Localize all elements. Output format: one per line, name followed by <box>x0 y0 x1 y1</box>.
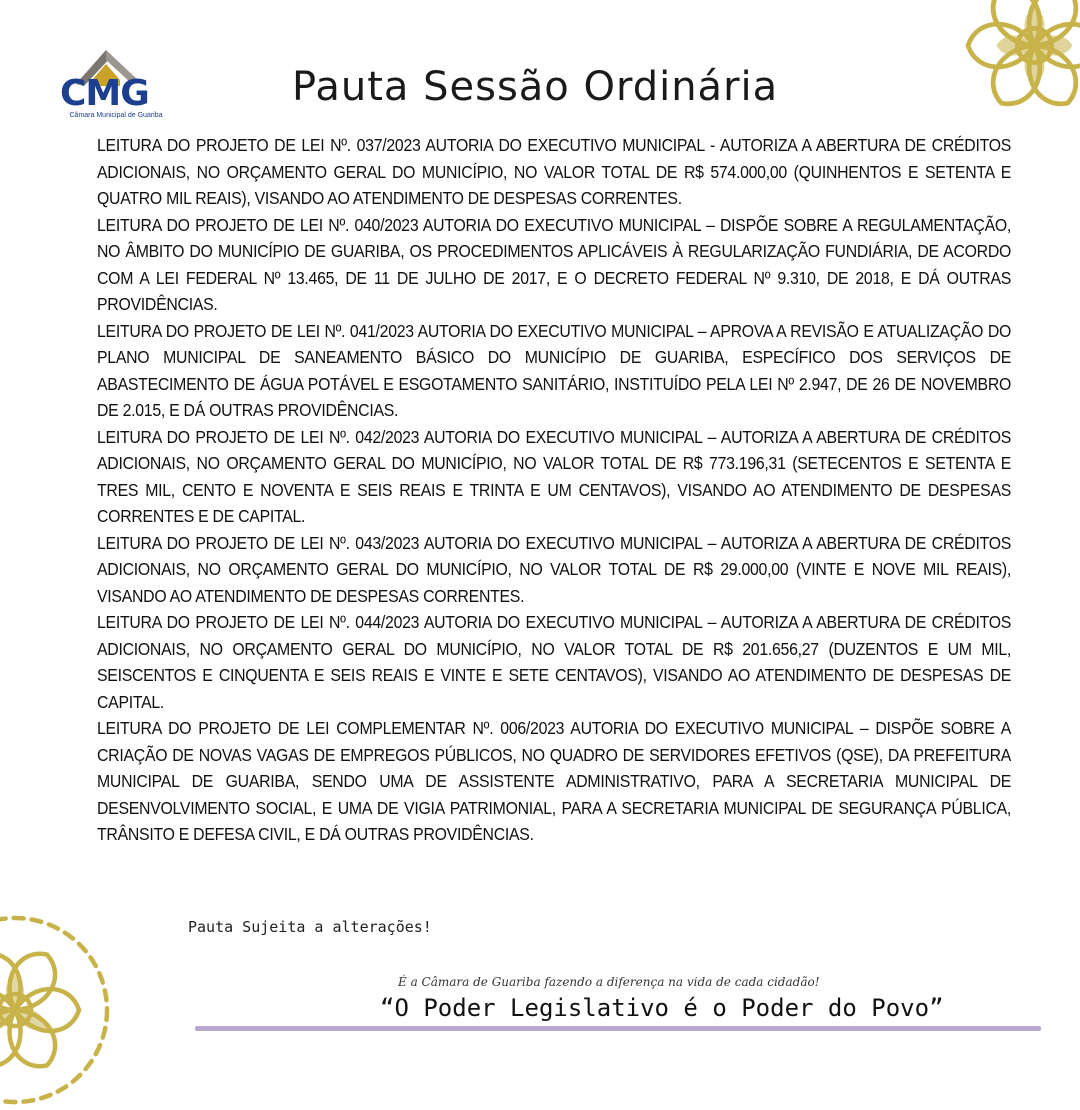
motto-quote: “O Poder Legislativo é o Poder do Povo” <box>380 994 944 1022</box>
decorative-mandala-top-right <box>930 0 1080 150</box>
cmg-logo <box>56 40 171 125</box>
agenda-item: LEITURA DO PROJETO DE LEI Nº. 042/2023 AUTORIA DO EXECUTIVO MUNICIPAL – AUTORIZA A ABERTURA DE CRÉDITOS ADICIONAIS, NO ORÇAMENTO GERAL DO MUNICÍPIO, NO VALOR TOTAL DE R$ 773.196,31 (SETECENTOS E SETENTA E TRES MIL, CENTO E NOVENTA E SEIS REAIS E TRINTA E UM CENTAVOS), VISANDO AO ATENDIMENTO DE DESPESAS CORRENTES E DE CAPITAL. <box>97 426 1012 526</box>
footer-divider <box>195 1026 1041 1031</box>
subject-to-change-note: Pauta Sujeita a alterações! <box>188 918 432 936</box>
agenda-item: LEITURA DO PROJETO DE LEI Nº. 041/2023 AUTORIA DO EXECUTIVO MUNICIPAL – APROVA A REVISÃO E ATUALIZAÇÃO DO PLANO MUNICIPAL DE SANEAMENTO BÁSICO DO MUNICÍPIO DE GUARIBA, ESPECÍFICO DOS SERVIÇOS DE ABASTECIMENTO DE ÁGUA POTÁVEL E ESGOTAMENTO SANITÁRIO, INSTITUÍDO PELA LEI Nº 2.947, DE 26 DE NOVEMBRO DE 2.015, E DÁ OUTRAS PROVIDÊNCIAS. <box>97 320 1012 420</box>
agenda-item: LEITURA DO PROJETO DE LEI Nº. 043/2023 AUTORIA DO EXECUTIVO MUNICIPAL – AUTORIZA A ABERTURA DE CRÉDITOS ADICIONAIS, NO ORÇAMENTO GERAL DO MUNICÍPIO, NO VALOR TOTAL DE R$ 29.000,00 (VINTE E NOVE MIL REAIS), VISANDO AO ATENDIMENTO DE DESPESAS CORRENTES. <box>97 532 1012 606</box>
agenda-item: LEITURA DO PROJETO DE LEI Nº. 040/2023 AUTORIA DO EXECUTIVO MUNICIPAL – DISPÕE SOBRE A REGULAMENTAÇÃO, NO ÂMBITO DO MUNICÍPIO DE GUARIBA, OS PROCEDIMENTOS APLICÁVEIS À REGULARIZAÇÃO FUNDIÁRIA, DE ACORDO COM A LEI FEDERAL Nº 13.465, DE 11 DE JULHO DE 2017, E O DECRETO FEDERAL Nº 9.310, DE 2018, E DÁ OUTRAS PROVIDÊNCIAS. <box>97 214 1012 314</box>
agenda-item: LEITURA DO PROJETO DE LEI Nº. 037/2023 AUTORIA DO EXECUTIVO MUNICIPAL - AUTORIZA A ABERTURA DE CRÉDITOS ADICIONAIS, NO ORÇAMENTO GERAL DO MUNICÍPIO, NO VALOR TOTAL DE R$ 574.000,00 (QUINHENTOS E SETENTA E QUATRO MIL REAIS), VISANDO AO ATENDIMENTO DE DESPESAS CORRENTES. <box>97 135 1012 208</box>
page-title: Pauta Sessão Ordinária <box>292 64 779 110</box>
agenda-item: LEITURA DO PROJETO DE LEI COMPLEMENTAR Nº. 006/2023 AUTORIA DO EXECUTIVO MUNICIPAL – DISPÕE SOBRE A CRIAÇÃO DE NOVAS VAGAS DE EMPREGOS PÚBLICOS, NO QUADRO DE SERVIDORES EFETIVOS (QSE), DA PREFEITURA MUNICIPAL DE GUARIBA, SENDO UMA DE ASSISTENTE ADMINISTRATIVO, PARA A SECRETARIA MUNICIPAL DE DESENVOLVIMENTO SOCIAL, E UMA DE VIGIA PATRIMONIAL, PARA A SECRETARIA MUNICIPAL DE SEGURANÇA PÚBLICA, TRÂNSITO E DEFESA CIVIL, E DÁ OUTRAS PROVIDÊNCIAS. <box>97 718 1012 844</box>
agenda-item: LEITURA DO PROJETO DE LEI Nº. 044/2023 AUTORIA DO EXECUTIVO MUNICIPAL – AUTORIZA A ABERTURA DE CRÉDITOS ADICIONAIS, NO ORÇAMENTO GERAL DO MUNICÍPIO, NO VALOR TOTAL DE R$ 201.656,27 (DUZENTOS E UM MIL, SEISCENTOS E CINQUENTA E SEIS REAIS E VINTE E SETE CENTAVOS), VISANDO AO ATENDIMENTO DE DESPESAS DE CAPITAL. <box>97 612 1012 712</box>
logo-text: CMG <box>60 73 149 114</box>
decorative-mandala-bottom-left <box>0 860 130 1110</box>
logo-subtitle: Câmara Municipal de Guariba <box>69 112 163 119</box>
agenda-list <box>97 132 1011 848</box>
tagline: É a Câmara de Guariba fazendo a diferença na vida de cada cidadão! <box>398 975 820 989</box>
